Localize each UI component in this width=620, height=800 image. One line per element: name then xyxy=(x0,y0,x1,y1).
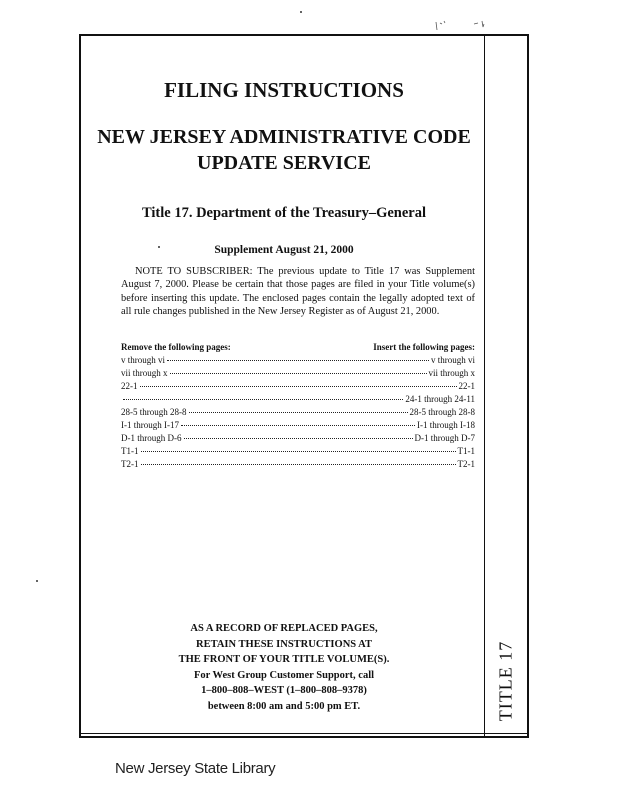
insert-pages: vii through x xyxy=(428,368,475,378)
table-row xyxy=(121,393,475,406)
leader-dots xyxy=(141,451,456,452)
remove-pages: D-1 through D-6 xyxy=(121,433,182,443)
scan-speck xyxy=(36,580,38,582)
filing-instructions-heading: FILING INSTRUCTIONS xyxy=(164,78,404,102)
page-border xyxy=(79,34,529,738)
code-title-heading xyxy=(81,124,487,176)
code-title-line-2: UPDATE SERVICE xyxy=(197,152,371,174)
library-stamp: New Jersey State Library xyxy=(115,760,276,777)
leader-dots xyxy=(170,373,427,374)
footer-line: AS A RECORD OF REPLACED PAGES, xyxy=(190,623,378,634)
leader-dots xyxy=(167,360,429,361)
footer-line: For West Group Customer Support, call xyxy=(193,669,375,681)
support-phone: 1–800–808–WEST (1–800–808–9378) xyxy=(201,685,367,696)
department-heading: Title 17. Department of the Treasury–General xyxy=(141,205,427,221)
table-row xyxy=(121,367,475,380)
insert-column-header: Insert the following pages: xyxy=(373,342,475,352)
leader-dots xyxy=(181,425,415,426)
table-row xyxy=(121,419,475,432)
scan-speck xyxy=(158,246,160,248)
leader-dots xyxy=(141,464,456,465)
footer-line: THE FRONT OF YOUR TITLE VOLUME(S). xyxy=(178,654,390,665)
insert-pages: I-1 through I-18 xyxy=(417,420,475,430)
insert-pages: 24-1 through 24-11 xyxy=(405,394,475,404)
insert-pages: D-1 through D-7 xyxy=(414,433,475,443)
remove-pages: T2-1 xyxy=(121,459,139,469)
table-header xyxy=(121,341,475,354)
remove-pages: I-1 through I-17 xyxy=(121,420,179,430)
title-side-tab xyxy=(484,36,527,736)
insert-pages: v through vi xyxy=(431,355,475,365)
remove-pages: 28-5 through 28-8 xyxy=(121,407,187,417)
insert-pages: T1-1 xyxy=(457,446,475,456)
footer-line: RETAIN THESE INSTRUCTIONS AT xyxy=(196,638,372,650)
code-title-line-1: NEW JERSEY ADMINISTRATIVE CODE xyxy=(97,126,471,148)
remove-pages: 22-1 xyxy=(121,381,138,391)
insert-pages: 28-5 through 28-8 xyxy=(409,407,475,417)
leader-dots xyxy=(184,438,413,439)
remove-column-header: Remove the following pages: xyxy=(121,342,231,352)
table-row xyxy=(121,432,475,445)
title-tab-label: TITLE 17 xyxy=(495,640,516,722)
leader-dots xyxy=(189,412,408,413)
supplement-date: Supplement August 21, 2000 xyxy=(214,244,354,256)
table-row xyxy=(121,445,475,458)
leader-dots xyxy=(140,386,457,387)
scan-artifact-marks xyxy=(430,18,500,32)
subscriber-note: NOTE TO SUBSCRIBER: The previous update to Title 17 was Supplement August 7, 2000. Please be certain that those pages are filed in your Title volume(s) before inserting this update. The enclosed pages contain the legally adopted text of all rule changes published in the New Jersey Register as of August 21, 2000. xyxy=(121,266,475,318)
support-hours: between 8:00 am and 5:00 pm ET. xyxy=(207,700,361,712)
insert-pages: T2-1 xyxy=(457,459,475,469)
remove-pages: vii through x xyxy=(121,368,168,378)
table-row xyxy=(121,458,475,471)
page-replacement-table xyxy=(121,341,475,471)
retention-notice xyxy=(81,621,487,714)
table-row xyxy=(121,380,475,393)
scan-speck xyxy=(300,11,302,13)
table-row xyxy=(121,406,475,419)
leader-dots xyxy=(123,399,403,400)
insert-pages: 22-1 xyxy=(458,381,475,391)
remove-pages: T1-1 xyxy=(121,446,139,456)
table-row xyxy=(121,354,475,367)
remove-pages: v through vi xyxy=(121,355,165,365)
